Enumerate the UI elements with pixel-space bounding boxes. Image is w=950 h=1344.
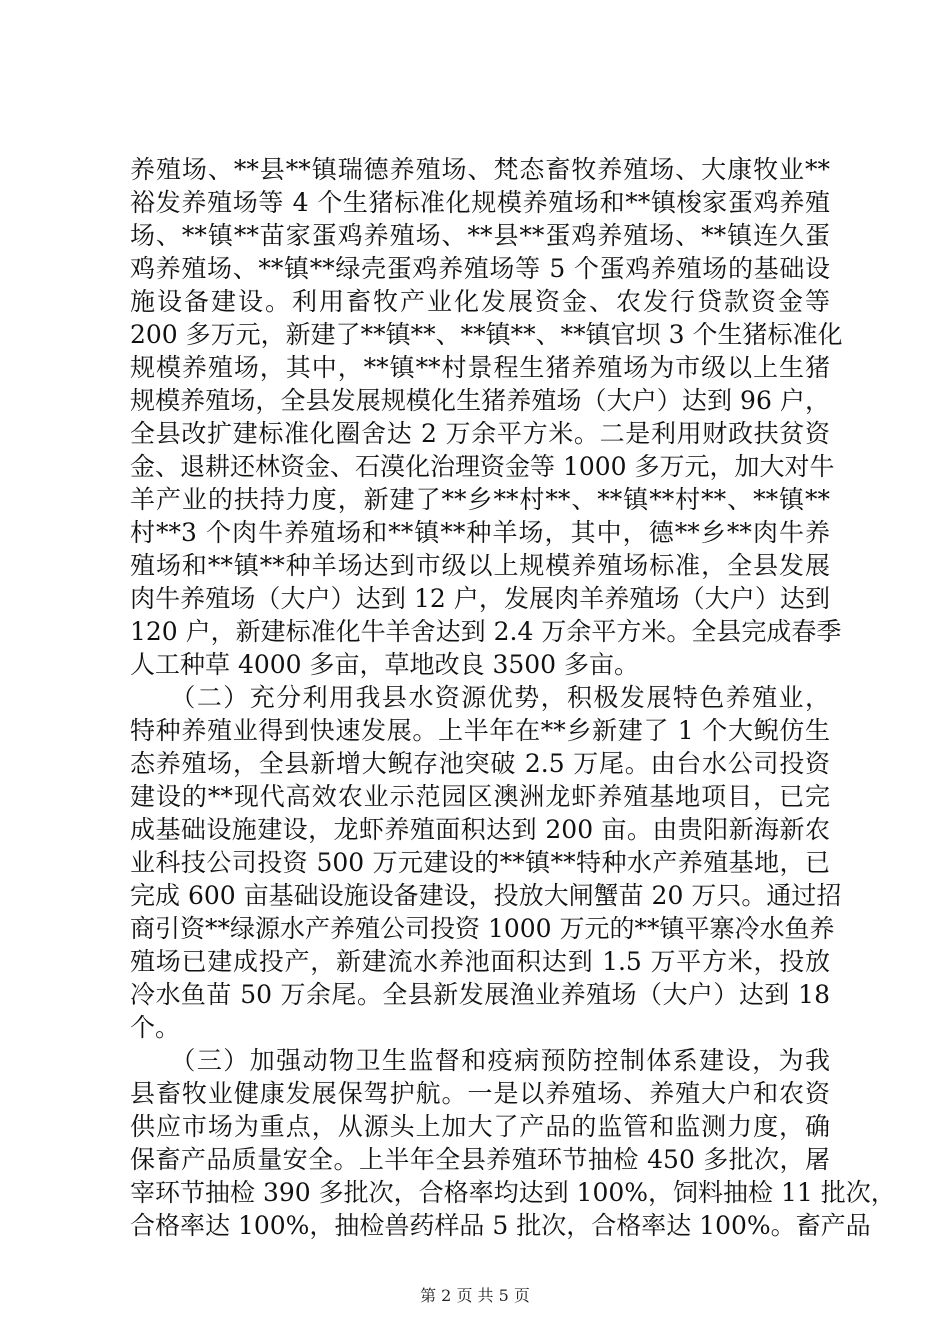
text-line-28: （三）加强动物卫生监督和疫病预防控制体系建设，为我	[130, 1046, 830, 1075]
text-line-25: 殖场已建成投产，新建流水养池面积达到 1.5 万平方米，投放	[130, 947, 830, 976]
text-line-1: 养殖场、**县**镇瑞德养殖场、梵态畜牧养殖场、大康牧业**	[130, 155, 830, 184]
text-line-30: 供应市场为重点，从源头上加大了产品的监管和监测力度，确	[130, 1112, 830, 1141]
text-line-7: 规模养殖场，其中，**镇**村景程生猪养殖场为市级以上生猪	[130, 353, 830, 382]
text-line-32: 宰环节抽检 390 多批次，合格率均达到 100%，饲料抽检 11 批次，	[130, 1178, 896, 1207]
text-line-20: 建设的**现代高效农业示范园区澳洲龙虾养殖基地项目，已完	[130, 782, 830, 811]
text-line-16: 人工种草 4000 多亩，草地改良 3500 多亩。	[130, 650, 640, 679]
text-line-19: 态养殖场，全县新增大鲵存池突破 2.5 万尾。由台水公司投资	[130, 749, 830, 778]
text-line-12: 村**3 个肉牛养殖场和**镇**种羊场，其中，德**乡**肉牛养	[130, 518, 830, 547]
text-line-4: 鸡养殖场、**镇**绿壳蛋鸡养殖场等 5 个蛋鸡养殖场的基础设	[130, 254, 830, 283]
text-line-22: 业科技公司投资 500 万元建设的**镇**特种水产养殖基地，已	[130, 848, 830, 877]
text-line-2: 裕发养殖场等 4 个生猪标准化规模养殖场和**镇梭家蛋鸡养殖	[130, 188, 830, 217]
text-line-26: 冷水鱼苗 50 万余尾。全县新发展渔业养殖场（大户）达到 18	[130, 980, 830, 1009]
text-line-15: 120 户，新建标准化牛羊舍达到 2.4 万余平方米。全县完成春季	[130, 617, 842, 646]
text-line-18: 特种养殖业得到快速发展。上半年在**乡新建了 1 个大鲵仿生	[130, 716, 830, 745]
text-line-29: 县畜牧业健康发展保驾护航。一是以养殖场、养殖大户和农资	[130, 1079, 830, 1108]
text-line-9: 全县改扩建标准化圈舍达 2 万余平方米。二是利用财政扶贫资	[130, 419, 830, 448]
text-line-5: 施设备建设。利用畜牧产业化发展资金、农发行贷款资金等	[130, 287, 830, 316]
text-line-3: 场、**镇**苗家蛋鸡养殖场、**县**蛋鸡养殖场、**镇连久蛋	[130, 221, 830, 250]
text-line-8: 规模养殖场，全县发展规模化生猪养殖场（大户）达到 96 户，	[130, 386, 830, 415]
text-line-6: 200 多万元，新建了**镇**、**镇**、**镇官坝 3 个生猪标准化	[130, 320, 843, 349]
text-line-33: 合格率达 100%，抽检兽药样品 5 批次，合格率达 100%。畜产品	[130, 1211, 871, 1240]
text-line-10: 金、退耕还林资金、石漠化治理资金等 1000 多万元，加大对牛	[130, 452, 835, 481]
text-line-21: 成基础设施建设，龙虾养殖面积达到 200 亩。由贵阳新海新农	[130, 815, 830, 844]
page-number-footer: 第 2 页 共 5 页	[420, 1286, 530, 1305]
text-line-31: 保畜产品质量安全。上半年全县养殖环节抽检 450 多批次，屠	[130, 1145, 830, 1174]
document-body	[130, 153, 896, 1242]
text-line-23: 完成 600 亩基础设施设备建设，投放大闸蟹苗 20 万只。通过招	[130, 881, 842, 910]
text-line-27: 个。	[130, 1013, 181, 1042]
text-line-14: 肉牛养殖场（大户）达到 12 户，发展肉羊养殖场（大户）达到	[130, 584, 830, 613]
text-line-13: 殖场和**镇**种羊场达到市级以上规模养殖场标准，全县发展	[130, 551, 830, 580]
text-line-11: 羊产业的扶持力度，新建了**乡**村**、**镇**村**、**镇**	[130, 485, 830, 514]
text-line-17: （二）充分利用我县水资源优势，积极发展特色养殖业，	[130, 683, 830, 712]
text-line-24: 商引资**绿源水产养殖公司投资 1000 万元的**镇平寨冷水鱼养	[130, 914, 835, 943]
